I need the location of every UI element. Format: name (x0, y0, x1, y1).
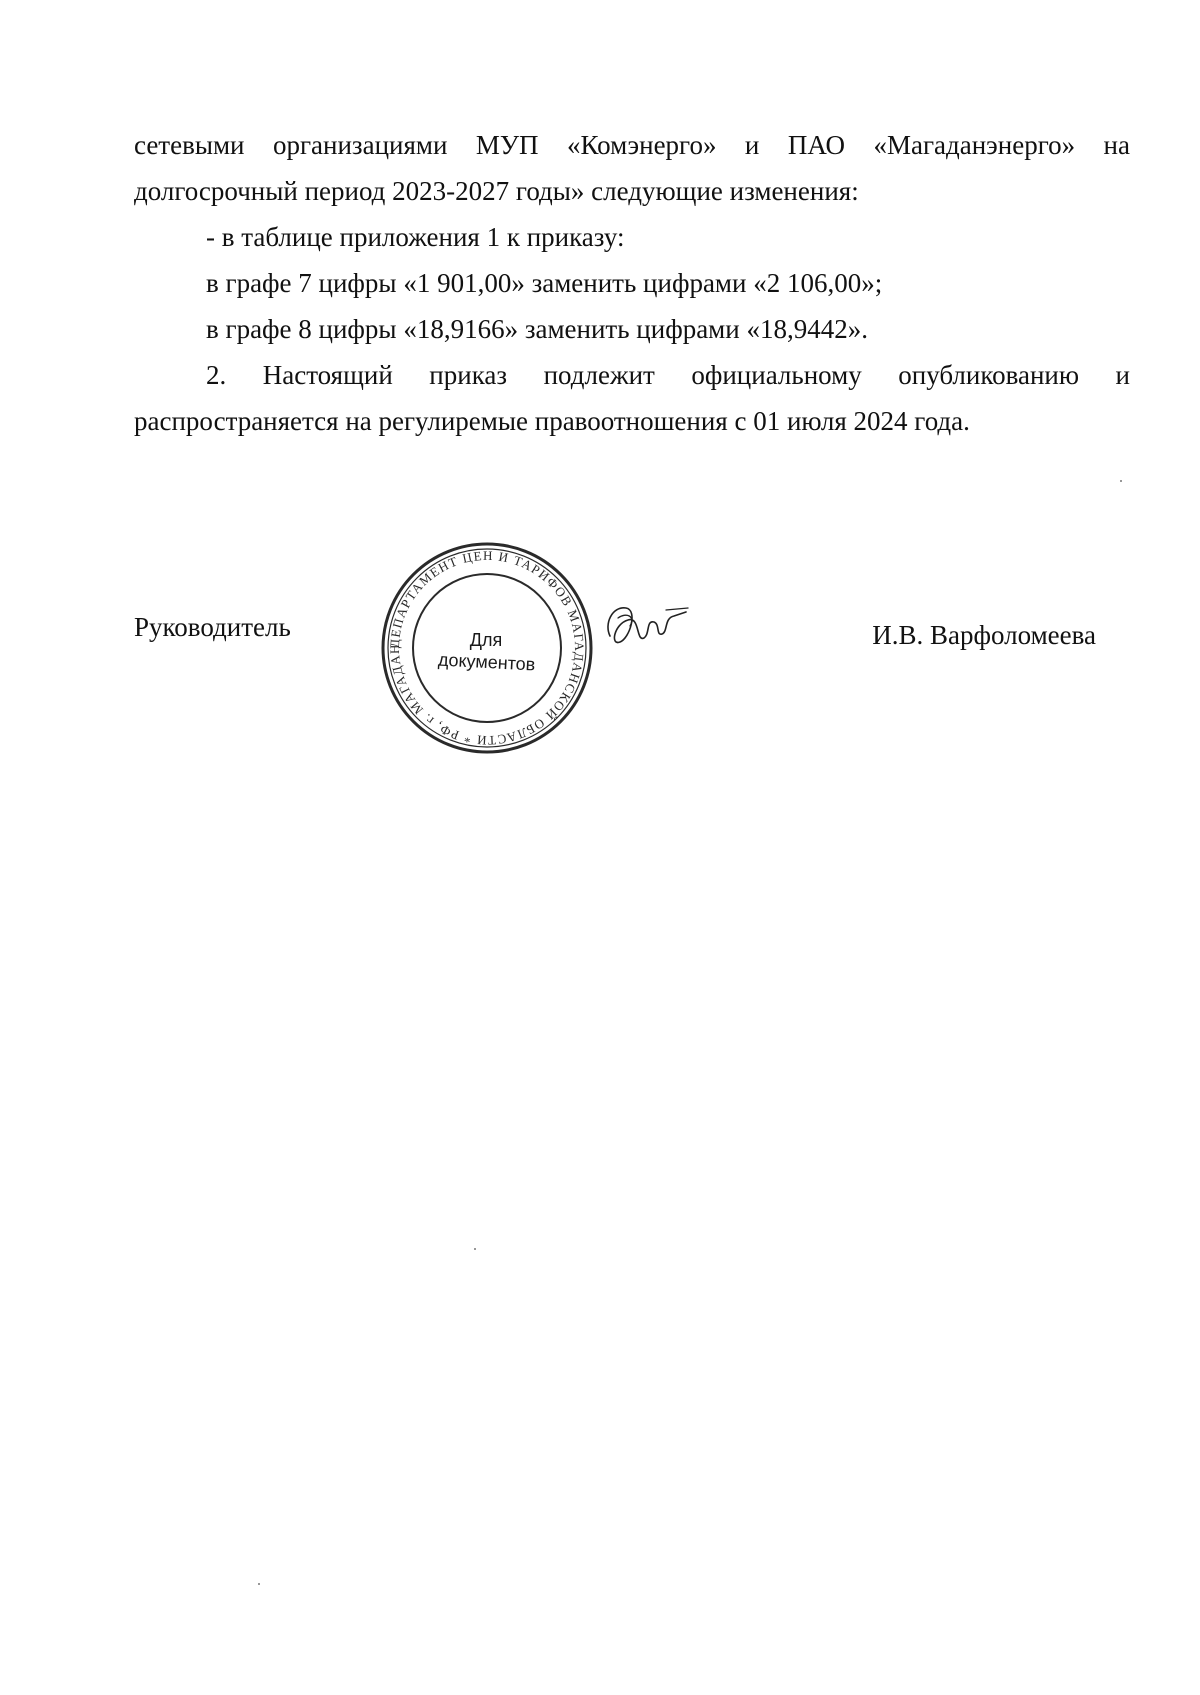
paragraph-line: долгосрочный период 2023-2027 годы» следующие изменения: (134, 176, 859, 206)
list-item-column-8: в графе 8 цифры «18,9166» заменить цифрами «18,9442». (206, 314, 868, 344)
scan-speck (1120, 480, 1122, 482)
seal-center-text (372, 533, 602, 763)
list-item-column-7: в графе 7 цифры «1 901,00» заменить цифрами «2 106,00»; (206, 268, 883, 298)
list-item-table: - в таблице приложения 1 к приказу: (206, 222, 625, 252)
scan-speck (258, 1583, 260, 1585)
official-seal (372, 533, 602, 763)
handwritten-signature (600, 598, 690, 658)
paragraph-line: сетевыми организациями МУП «Комэнерго» и ПАО «Магаданэнерго» на (134, 130, 1130, 160)
paragraph-continuation (134, 122, 1130, 214)
signatory-name: И.В. Варфоломеева (872, 620, 1096, 650)
paragraph-line: 2. Настоящий приказ подлежит официальному опубликованию и (206, 360, 1130, 390)
seal-center-line: документов (437, 649, 537, 675)
seal-ring-text: ДЕПАРТАМЕНТ ЦЕН И ТАРИФОВ МАГАДАНСКОЙ ОБЛАСТИ * РФ, г. МАГАДАН (386, 547, 588, 749)
order-text (134, 122, 1130, 444)
signatory-position: Руководитель (134, 612, 291, 642)
seal-center-line: Для (469, 630, 503, 650)
scan-speck (474, 1248, 476, 1250)
paragraph-publication (134, 352, 1130, 444)
paragraph-line: распространяется на регулиремые правоотношения с 01 июля 2024 года. (134, 406, 970, 436)
